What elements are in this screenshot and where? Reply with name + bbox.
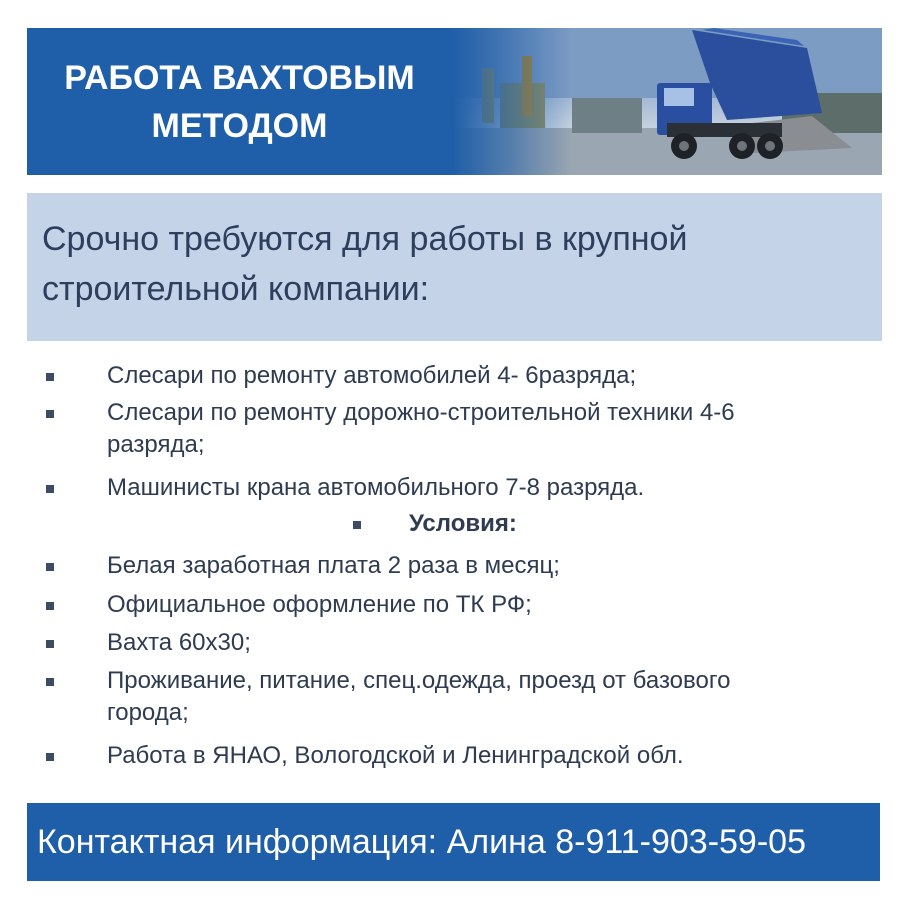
intro-line-1: Срочно требуются для работы в крупной	[42, 220, 688, 258]
contact-info: Контактная информация: Алина 8-911-903-59-05	[37, 823, 806, 861]
dump-truck-photo	[452, 28, 882, 175]
square-bullet-icon	[46, 640, 54, 648]
condition-text: Вахта 60х30;	[107, 629, 251, 656]
square-bullet-icon	[46, 563, 54, 571]
square-bullet-icon	[46, 373, 54, 381]
square-bullet-icon	[46, 678, 54, 686]
header-title	[27, 28, 452, 175]
contact-footer	[27, 803, 880, 881]
position-text: Слесари по ремонту дорожно-строительной техники 4-6 разряда;	[107, 399, 735, 458]
square-bullet-icon	[46, 485, 54, 493]
conditions-heading-row	[0, 508, 908, 540]
conditions-heading: Условия:	[409, 510, 517, 537]
condition-text: Проживание, питание, спец.одежда, проезд от базового города;	[107, 667, 731, 726]
position-text: Машинисты крана автомобильного 7-8 разряда.	[107, 474, 645, 501]
condition-text: Работа в ЯНАО, Вологодской и Ленинградской обл.	[107, 742, 684, 769]
header-banner	[27, 28, 882, 175]
square-bullet-icon	[46, 410, 54, 418]
intro-line-2: строительной компании:	[42, 270, 430, 308]
condition-text: Официальное оформление по ТК РФ;	[107, 591, 532, 618]
header-title-line-1: РАБОТА ВАХТОВЫМ	[64, 58, 415, 97]
square-bullet-icon	[353, 521, 361, 529]
photo-fade	[452, 28, 572, 175]
header-title-line-2: МЕТОДОМ	[151, 106, 328, 145]
position-text: Слесари по ремонту автомобилей 4- 6разряда;	[107, 362, 637, 389]
square-bullet-icon	[46, 753, 54, 761]
intro-box	[27, 193, 882, 341]
square-bullet-icon	[46, 602, 54, 610]
condition-text: Белая заработная плата 2 раза в месяц;	[107, 552, 560, 579]
